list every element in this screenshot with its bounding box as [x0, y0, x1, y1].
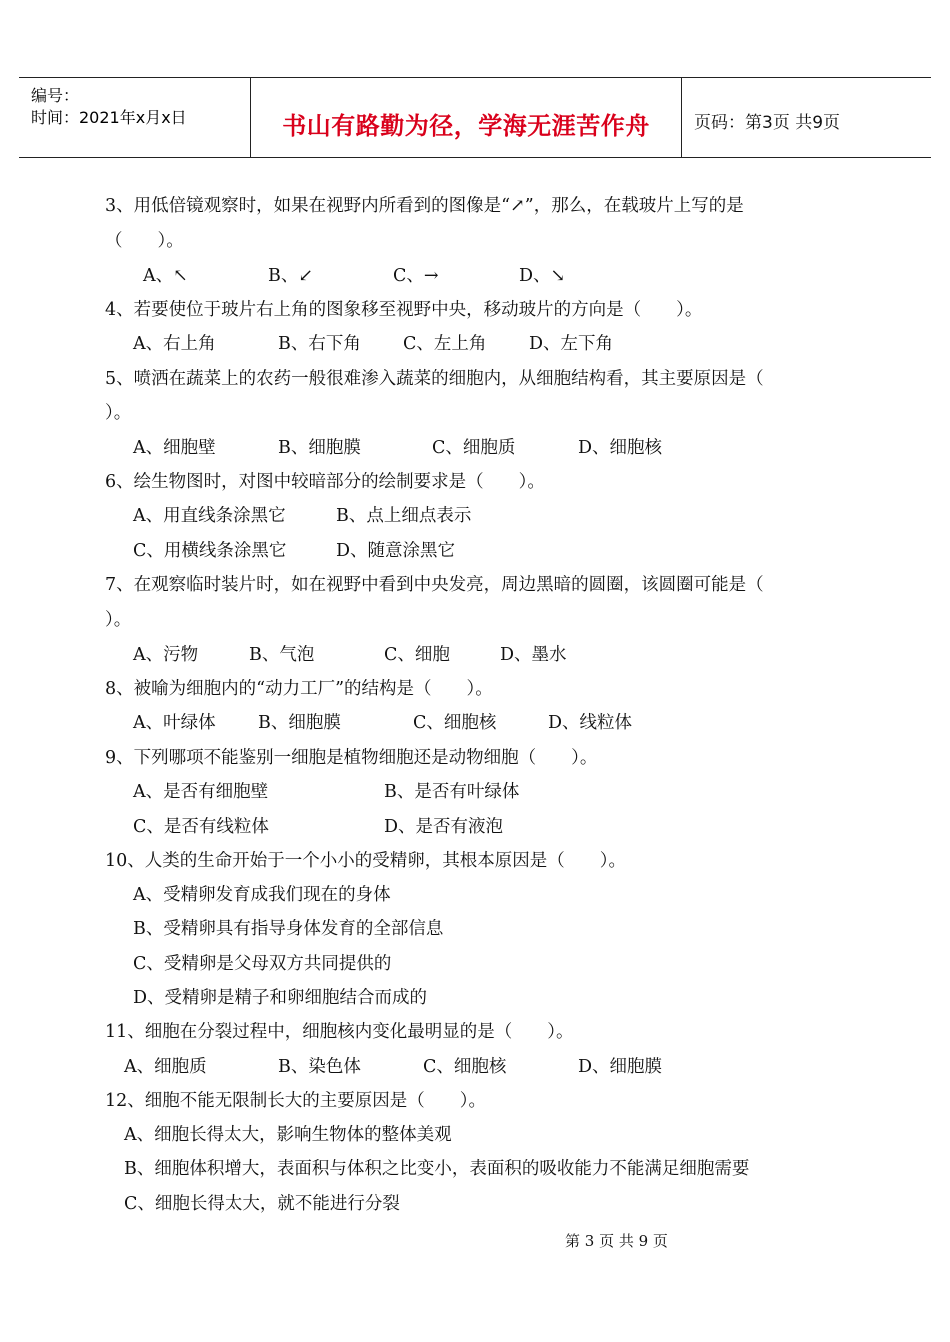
page-number-label: 页码：第3页 共9页 — [694, 113, 841, 133]
page-footer: 第 3 页 共 9 页 — [565, 1232, 668, 1250]
question-4-option-a: A、右上角 — [133, 334, 216, 354]
question-10-text: 10、人类的生命开始于一个小小的受精卵，其根本原因是（ ）。 — [105, 851, 627, 871]
question-11-option-d: D、细胞膜 — [578, 1057, 663, 1077]
question-3-text-cont: （ ）。 — [105, 231, 184, 251]
question-5-option-a: A、细胞壁 — [133, 438, 216, 458]
question-7-text: 7、在观察临时装片时，如在视野中看到中央发亮，周边黑暗的圆圈，该圆圈可能是（ — [105, 575, 764, 595]
question-4-option-b: B、右下角 — [278, 334, 361, 354]
question-7-option-c: C、细胞 — [384, 645, 450, 665]
question-10-option-b: B、受精卵具有指导身体发育的全部信息 — [133, 919, 444, 939]
question-8-option-b: B、细胞膜 — [258, 713, 341, 733]
question-3-option-c: C、→ — [393, 266, 439, 286]
question-10-option-a: A、受精卵发育成我们现在的身体 — [133, 885, 391, 905]
question-3-text: 3、用低倍镜观察时，如果在视野内所看到的图像是“↗”，那么，在载玻片上写的是 — [105, 196, 744, 216]
question-8-text: 8、被喻为细胞内的“动力工厂”的结构是（ ）。 — [105, 679, 493, 699]
question-3-option-d: D、↘ — [519, 266, 566, 286]
question-6-text: 6、绘生物图时，对图中较暗部分的绘制要求是（ ）。 — [105, 472, 545, 492]
question-8-option-a: A、叶绿体 — [133, 713, 216, 733]
question-5-option-d: D、细胞核 — [578, 438, 663, 458]
question-5-text-cont: ）。 — [105, 403, 132, 423]
question-12-option-c: C、细胞长得太大，就不能进行分裂 — [124, 1194, 400, 1214]
motto-text: 书山有路勤为径，学海无涯苦作舟 — [282, 112, 650, 140]
question-10-option-d: D、受精卵是精子和卵细胞结合而成的 — [133, 988, 428, 1008]
question-11-option-c: C、细胞核 — [423, 1057, 507, 1077]
question-7-text-cont: ）。 — [105, 610, 132, 630]
question-6-option-a: A、用直线条涂黑它 — [133, 506, 286, 526]
question-11-option-b: B、染色体 — [278, 1057, 361, 1077]
question-7-option-a: A、污物 — [133, 645, 199, 665]
date-label: 时间：2021年x月x日 — [31, 108, 187, 127]
question-8-option-d: D、线粒体 — [548, 713, 633, 733]
serial-number-label: 编号： — [31, 86, 80, 105]
question-9-option-b: B、是否有叶绿体 — [384, 782, 520, 802]
question-12-option-a: A、细胞长得太大，影响生物体的整体美观 — [124, 1125, 452, 1145]
question-10-option-c: C、受精卵是父母双方共同提供的 — [133, 954, 392, 974]
question-4-text: 4、若要使位于玻片右上角的图象移至视野中央，移动玻片的方向是（ ）。 — [105, 300, 703, 320]
question-11-option-a: A、细胞质 — [124, 1057, 207, 1077]
question-9-option-d: D、是否有液泡 — [384, 817, 504, 837]
question-9-text: 9、下列哪项不能鉴别一细胞是植物细胞还是动物细胞（ ）。 — [105, 748, 598, 768]
question-12-text: 12、细胞不能无限制长大的主要原因是（ ）。 — [105, 1091, 487, 1111]
question-11-text: 11、细胞在分裂过程中，细胞核内变化最明显的是（ ）。 — [105, 1022, 574, 1042]
question-5-text: 5、喷洒在蔬菜上的农药一般很难渗入蔬菜的细胞内，从细胞结构看，其主要原因是（ — [105, 369, 764, 389]
question-8-option-c: C、细胞核 — [413, 713, 497, 733]
question-3-option-b: B、↙ — [268, 266, 314, 286]
question-3-option-a: A、↖ — [143, 266, 188, 286]
header-page-cell — [682, 78, 931, 157]
document-header — [19, 77, 931, 158]
question-12-option-b: B、细胞体积增大，表面积与体积之比变小，表面积的吸收能力不能满足细胞需要 — [124, 1159, 750, 1179]
question-9-option-a: A、是否有细胞壁 — [133, 782, 269, 802]
question-9-option-c: C、是否有线粒体 — [133, 817, 269, 837]
question-7-option-d: D、墨水 — [500, 645, 567, 665]
question-6-option-b: B、点上细点表示 — [336, 506, 472, 526]
question-5-option-c: C、细胞质 — [432, 438, 516, 458]
question-5-option-b: B、细胞膜 — [278, 438, 361, 458]
question-6-option-d: D、随意涂黑它 — [336, 541, 456, 561]
question-7-option-b: B、气泡 — [249, 645, 315, 665]
header-motto-cell — [251, 78, 682, 157]
header-meta-cell — [19, 78, 251, 157]
question-6-option-c: C、用横线条涂黑它 — [133, 541, 287, 561]
question-4-option-d: D、左下角 — [529, 334, 614, 354]
question-4-option-c: C、左上角 — [403, 334, 487, 354]
